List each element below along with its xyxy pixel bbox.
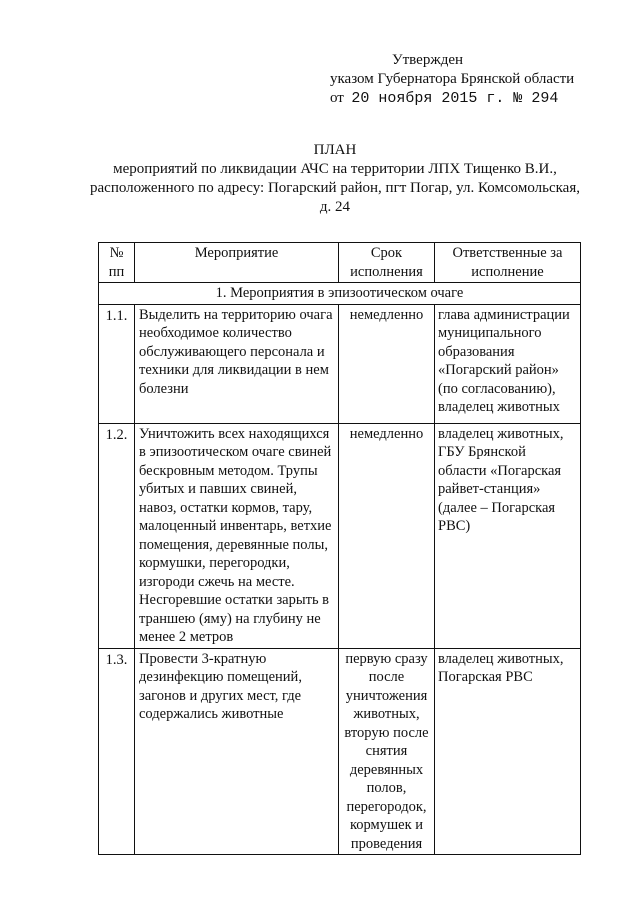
row-term: немедленно [339,304,435,423]
row-responsible: владелец животных, ГБУ Брянской области «Погарская райвет-станция» (далее – Погарская РВС) [435,423,581,648]
row-measure: Провести 3-кратную дезинфекцию помещений, загонов и других мест, где содержались животные [135,648,339,855]
table-header-row [99,243,581,283]
approval-line-approved: Утвержден [392,52,464,68]
header-term: Срок исполнения [339,243,435,283]
row-responsible: глава администрации муниципального образования «Погарский район» (по согласованию), владелец животных [435,304,581,423]
section-row [99,283,581,305]
table-row [99,423,581,648]
approval-date: 20 ноября 2015 г. № 294 [351,90,559,107]
approval-stamp [330,51,574,108]
row-measure: Выделить на территорию очага необходимое количество обслуживающего персонала и техники для ликвидации в нем болезни [135,304,339,423]
row-measure: Уничтожить всех находящихся в эпизоотическом очаге свиней бескровным методом. Трупы убитых и павших свиней, навоз, остатки кормов, тару, малоценный инвентарь, ветхие помещения, деревянные полы, кормушки, перегородки, изгороди сжечь на месте. Несгоревшие остатки зарыть в траншею (яму) на глубину не менее 2 метров [135,423,339,648]
title-line-3: д. 24 [319,199,351,215]
row-num: 1.1. [99,304,135,423]
header-measure: Мероприятие [135,243,339,283]
row-term: немедленно [339,423,435,648]
plan-table [98,242,581,855]
header-num: № пп [99,243,135,283]
approval-line-date [330,89,574,108]
table-row [99,648,581,855]
row-term: первую сразу после уничтожения животных, вторую после снятия деревянных полов, перегородок, кормушек и проведения [339,648,435,855]
table-row [99,304,581,423]
title-line-2: расположенного по адресу: Погарский район, пгт Погар, ул. Комсомольская, [90,180,580,196]
document-title [80,141,590,217]
approval-line-decree: указом Губернатора Брянской области [330,71,575,87]
row-num: 1.3. [99,648,135,855]
row-responsible: владелец животных, Погарская РВС [435,648,581,855]
approval-date-prefix: от [330,90,344,106]
row-num: 1.2. [99,423,135,648]
title-heading: ПЛАН [313,142,357,158]
title-line-1: мероприятий по ликвидации АЧС на территории ЛПХ Тищенко В.И., [113,161,557,177]
header-responsible: Ответственные за исполнение [435,243,581,283]
section-title: 1. Мероприятия в эпизоотическом очаге [99,283,581,305]
